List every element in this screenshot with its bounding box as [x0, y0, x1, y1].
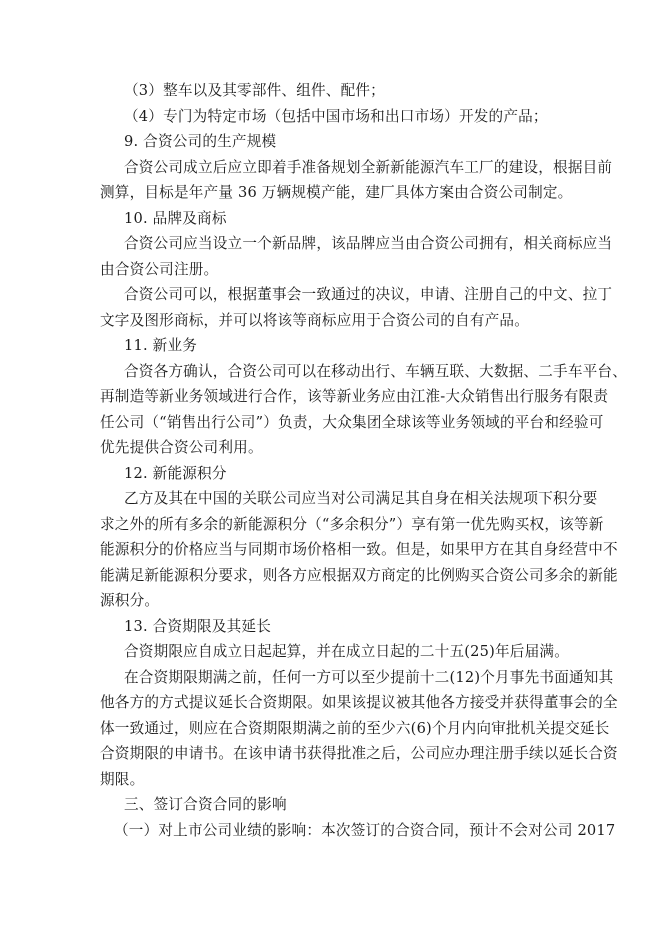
- paragraph-line: 合资公司成立后应立即着手准备规划全新新能源汽车工厂的建设，根据目前: [124, 158, 613, 176]
- paragraph-line: 任公司（“销售出行公司”）负责，大众集团全球该等业务领域的平台和经验可: [100, 413, 604, 431]
- paragraph-line: 文字及图形商标，并可以将该等商标应用于合资公司的自有产品。: [100, 311, 530, 329]
- section-heading-11: 11. 新业务: [124, 337, 198, 354]
- paragraph-line: 合资期限的申请书。在该申请书获得批准之后，公司应办理注册手续以延长合资: [100, 745, 618, 762]
- document-body: [100, 78, 627, 843]
- paragraph-line: 优先提供合资公司利用。: [100, 439, 263, 456]
- paragraph-line: 合资公司可以，根据董事会一致通过的决议，申请、注册自己的中文、拉丁: [124, 286, 613, 303]
- paragraph-line: 能源积分的价格应当与同期市场价格相一致。但是，如果甲方在其自身经营中不: [100, 541, 618, 558]
- paragraph-line: 再制造等新业务领域进行合作，该等新业务应由江淮-大众销售出行服务有限责: [100, 388, 609, 405]
- paragraph-line: 能满足新能源积分要求，则各方应根据双方商定的比例购买合资公司多余的新能: [100, 566, 618, 584]
- paragraph-line: 他各方的方式提议延长合资期限。如果该提议被其他各方接受并获得董事会的全: [100, 694, 618, 711]
- paragraph-line: 求之外的所有多余的新能源积分（“多余积分”）享有第一优先购买权，该等新: [100, 515, 604, 533]
- section-heading-10: 10. 品牌及商标: [124, 209, 227, 227]
- paragraph-line: 体一致通过，则应在合资期限期满之前的至少六(6)个月内向审批机关提交延长: [100, 719, 610, 737]
- paragraph-line: 乙方及其在中国的关联公司应当对公司满足其自身在相关法规项下积分要: [124, 490, 598, 507]
- paragraph-line: 合资公司应当设立一个新品牌，该品牌应当由合资公司拥有，相关商标应当: [124, 235, 613, 252]
- paragraph-line: 由合资公司注册。: [100, 260, 219, 278]
- section-heading-9: 9. 合资公司的生产规模: [124, 133, 277, 150]
- paragraph-line: 合资期限应自成立日起起算，并在成立日起的二十五(25)年后届满。: [124, 643, 569, 660]
- paragraph-line: 合资各方确认，合资公司可以在移动出行、车辆互联、大数据、二手车平台、: [124, 362, 627, 380]
- paragraph-line: 测算，目标是年产量 36 万辆规模产能，建厂具体方案由合资公司制定。: [100, 184, 573, 201]
- paragraph-line: 源积分。: [100, 592, 160, 609]
- paragraph-line: 期限。: [100, 770, 145, 788]
- list-item-3: （3）整车以及其零部件、组件、配件；: [124, 82, 385, 99]
- section-heading-13: 13. 合资期限及其延长: [124, 617, 271, 635]
- section-heading-12: 12. 新能源积分: [124, 464, 227, 482]
- paragraph-line: （一）对上市公司业绩的影响：本次签订的合资合同，预计不会对公司 2017: [114, 821, 616, 839]
- list-item-4: （4）专门为特定市场（包括中国市场和出口市场）开发的产品；: [124, 107, 548, 125]
- paragraph-line: 在合资期限期满之前，任何一方可以至少提前十二(12)个月事先书面通知其: [124, 668, 614, 686]
- section-heading-3: 三、签订合资合同的影响: [124, 796, 287, 813]
